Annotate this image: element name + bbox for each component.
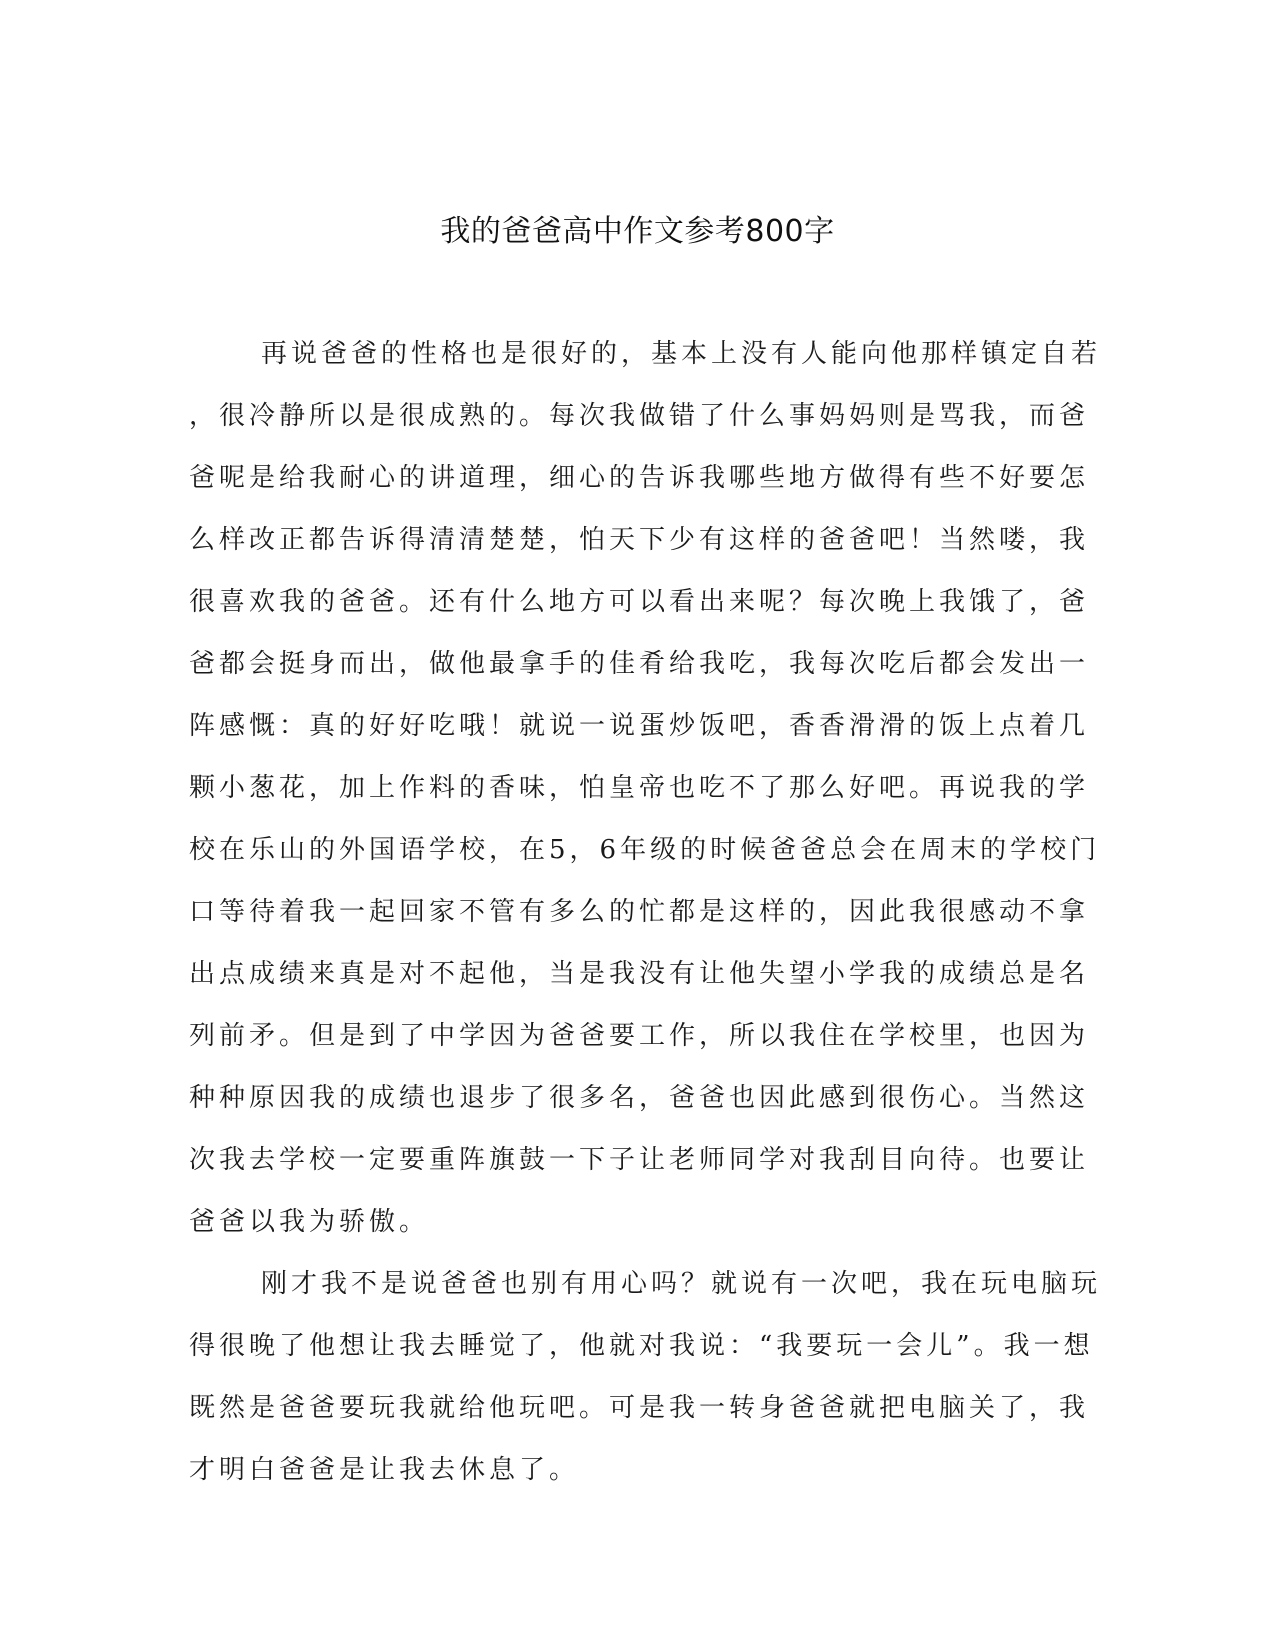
- paragraph-line: 列前矛。但是到了中学因为爸爸要工作，所以我住在学校里，也因为: [189, 1021, 1090, 1051]
- paragraph-line: 再说爸爸的性格也是很好的，基本上没有人能向他那样镇定自若: [261, 339, 1102, 369]
- paragraph-line: 得很晚了他想让我去睡觉了，他就对我说：“我要玩一会儿”。我一想: [189, 1331, 1094, 1361]
- paragraph-line: 出点成绩来真是对不起他，当是我没有让他失望小学我的成绩总是名: [189, 959, 1090, 989]
- document-title: 我的爸爸高中作文参考800字: [440, 214, 835, 249]
- paragraph-line: 刚才我不是说爸爸也别有用心吗？就说有一次吧，我在玩电脑玩: [261, 1269, 1102, 1299]
- paragraph-line: 阵感慨：真的好好吃哦！就说一说蛋炒饭吧，香香滑滑的饭上点着几: [189, 711, 1090, 741]
- paragraph-line: 爸呢是给我耐心的讲道理，细心的告诉我哪些地方做得有些不好要怎: [189, 463, 1090, 493]
- paragraph-line: 爸爸以我为骄傲。: [189, 1207, 430, 1237]
- paragraph-line: 爸都会挺身而出，做他最拿手的佳肴给我吃，我每次吃后都会发出一: [189, 649, 1090, 679]
- paragraph-line: 种种原因我的成绩也退步了很多名，爸爸也因此感到很伤心。当然这: [189, 1083, 1090, 1113]
- paragraph-line: 口等待着我一起回家不管有多么的忙都是这样的，因此我很感动不拿: [189, 897, 1090, 927]
- document-body: [189, 330, 1102, 1508]
- paragraph-line: ，很冷静所以是很成熟的。每次我做错了什么事妈妈则是骂我，而爸: [189, 401, 1090, 431]
- paragraph-line: 颗小葱花，加上作料的香味，怕皇帝也吃不了那么好吧。再说我的学: [189, 773, 1090, 803]
- paragraph-line: 么样改正都告诉得清清楚楚，怕天下少有这样的爸爸吧！当然喽，我: [189, 525, 1090, 555]
- paragraph-line: 很喜欢我的爸爸。还有什么地方可以看出来呢？每次晚上我饿了，爸: [189, 587, 1090, 617]
- paragraph-line: 校在乐山的外国语学校，在5，6年级的时候爸爸总会在周末的学校门: [189, 835, 1101, 865]
- paragraph-line: 既然是爸爸要玩我就给他玩吧。可是我一转身爸爸就把电脑关了，我: [189, 1393, 1090, 1423]
- paragraph-line: 次我去学校一定要重阵旗鼓一下子让老师同学对我刮目向待。也要让: [189, 1145, 1090, 1175]
- paragraph-line: 才明白爸爸是让我去休息了。: [189, 1455, 580, 1485]
